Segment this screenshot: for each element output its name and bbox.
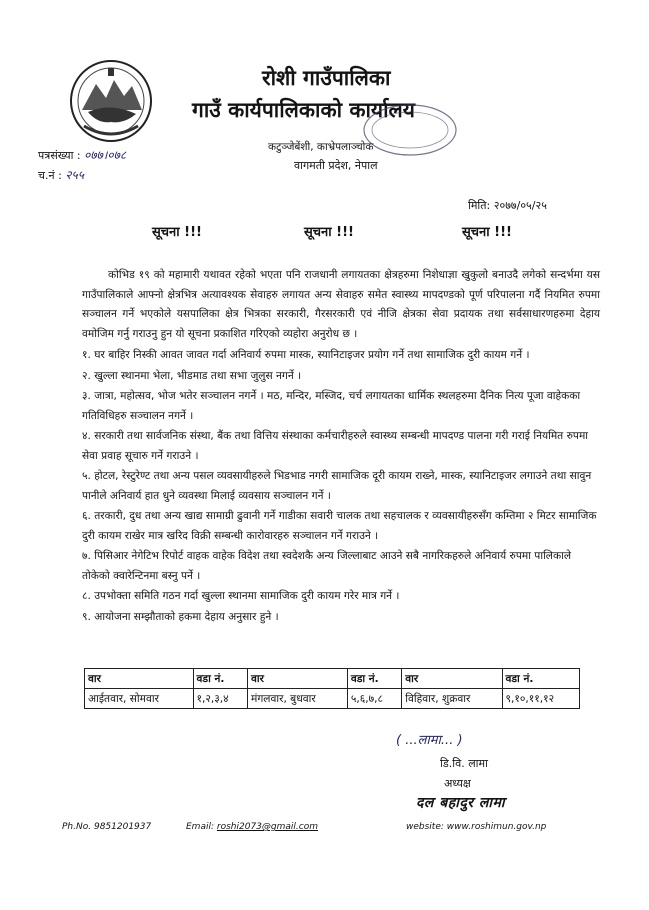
phone-label: Ph.No.	[62, 822, 92, 832]
government-emblem-icon	[66, 58, 156, 144]
footer-phone	[62, 822, 151, 832]
list-item: ६. तरकारी, दुध तथा अन्य खाद्य सामाग्री ढुवानी गर्ने गाडीका सवारी चालक तथा सहचालक र व्यवसायीहरुसँग कम्तिमा २ मिटर सामाजिक दुरी कायम राखेर मात्र खरिद विक्री सम्बन्धी कारोवारहरु सञ्चालन गर्ने गराउने ।	[82, 510, 597, 542]
table-cell: विहिवार, शुक्रवार	[402, 689, 502, 709]
list-item: ५. होटल, रेस्टुरेण्ट तथा अन्य पसल व्यवसायीहरुले भिडभाड नगरी सामाजिक दूरी कायम राख्ने, मास्क, स्यानिटाइजर लगाउने तथा सावुन पानीले अनिवार्य हात धुने व्यवस्था मिलाई व्यवसाय सञ्चालन गर्ने ।	[82, 470, 592, 502]
phone-value: 9851201937	[93, 822, 152, 832]
table-cell: ९,१०,११,१२	[502, 689, 580, 709]
table-header: वडा नं.	[347, 669, 401, 689]
office-address: कटुञ्जेबेंशी, काभ्रेपलाञ्चोक	[268, 141, 374, 153]
email-link[interactable]: roshi2073@gmail.com	[216, 822, 318, 832]
chalani-value: २५५	[65, 168, 85, 182]
patra-sankhya	[38, 146, 126, 163]
name-stamp: दल बहादुर लामा	[416, 795, 506, 811]
list-item: ८. उपभोक्ता समिति गठन गर्दा खुल्ला स्थानमा सामाजिक दुरी कायम गरेर मात्र गर्ने ।	[82, 590, 400, 602]
footer-website	[406, 822, 546, 832]
chalani-label: च.नं :	[38, 169, 62, 182]
ward-day-table	[84, 668, 580, 709]
table-header: वार	[248, 669, 348, 689]
email-label: Email:	[186, 822, 215, 832]
notice-heading-right: सूचना !!!	[462, 225, 512, 240]
chalani-number	[38, 166, 84, 183]
table-header: वडा नं.	[193, 669, 247, 689]
list-item: ३. जात्रा, महोत्सव, भोज भतेर सञ्चालन नगर्ने । मठ, मन्दिर, मस्जिद, चर्च लगायतका धार्मिक स्थलहरुमा दैनिक नित्य पूजा वाहेकका गतिविधिहरु सञ्चालन नगर्ने ।	[82, 390, 581, 422]
table-cell: १,२,३,४	[193, 689, 247, 709]
office-province: वागमती प्रदेश, नेपाल	[294, 159, 378, 172]
table-header: वार	[85, 669, 194, 689]
list-item: २. खुल्ला स्थानमा भेला, भीडमाड तथा सभा जुलुस नगर्ने ।	[82, 369, 302, 382]
signatory-role: अध्यक्ष	[444, 777, 471, 790]
patra-value: ०७७।०७८	[84, 148, 127, 162]
table-cell: ५,६,७,८	[347, 689, 401, 709]
list-item: ९. आयोजना सम्झौताको हकमा देहाय अनुसार हुने ।	[82, 610, 279, 623]
list-item: ४. सरकारी तथा सार्वजनिक संस्था, बैंक तथा वित्तिय संस्थाका कर्मचारीहरुले स्वास्थ्य सम्बन्धी मापदण्ड पालना गरी गराई नियमित रुपमा सेवा प्रवाह सूचारु गर्ने गराउने ।	[82, 430, 589, 462]
notice-heading-left: सूचना !!!	[152, 225, 202, 240]
website-label: website:	[406, 822, 444, 832]
table-header: वार	[402, 669, 502, 689]
notice-date: मिति: २०७७/०५/२५	[468, 199, 547, 212]
notice-body	[82, 266, 600, 628]
website-link[interactable]: www.roshimun.gov.np	[446, 822, 547, 832]
table-header-row	[85, 669, 580, 689]
table-row	[85, 689, 580, 709]
footer-email	[186, 822, 318, 832]
patra-label: पत्रसंख्या :	[38, 149, 81, 162]
list-item: १. घर बाहिर निस्की आवत जावत गर्दा अनिवार्य रुपमा मास्क, स्यानिटाइजर प्रयोग गर्ने तथा सामाजिक दुरी कायम गर्ने ।	[82, 349, 530, 361]
intro-paragraph: कोभिड १९ को महामारी यथावत रहेको भएता पनि राजधानी लगायतका क्षेत्रहरुमा निशेधाज्ञा खुकुलो बनाउदै लगेको सन्दर्भमा यस गाउँपालिकाले आफ्नो क्षेत्रभित्र अत्यावश्यक सेवाहरु लगायत अन्य सेवाहरु समेत स्वास्थ्य मापदण्डको पूर्ण परिपालना गर्दै नियमित रुपमा सञ्चालन गर्ने भएकोले यसपालिका क्षेत्र भित्रका सरकारी, गैरसरकारी एवं नीजि क्षेत्रका सेवा प्रदायक तथा सर्वसाधारणहरुमा देहाय वमोजिम गर्नु गराउनु हुन यो सूचना प्रकाशित गरिएको व्यहोरा अनुरोध छ ।	[82, 269, 600, 340]
signatory-name: डि.वि. लामा	[440, 757, 488, 770]
office-title-line2: गाउँ कार्यपालिकाको कार्यालय	[192, 98, 415, 122]
list-item: ७. पिसिआर नेगेटिभ रिपोर्ट वाहक वाहेक विदेश तथा स्वदेशकै अन्य जिल्लाबाट आउने सबै नागरिकहरुले अनिवार्य रुपमा पालिकाले तोकेको क्वारेन्टिनमा बस्नु पर्ने ।	[82, 550, 572, 582]
notice-heading-center: सूचना !!!	[304, 225, 354, 240]
office-stamp-icon	[360, 102, 460, 158]
table-cell: मंगलवार, बुधवार	[248, 689, 348, 709]
office-title-line1: रोशी गाउँपालिका	[262, 66, 391, 90]
table-cell: आईतवार, सोमवार	[85, 689, 194, 709]
table-header: वडा नं.	[502, 669, 580, 689]
handwritten-signature: ( ...लामा... )	[396, 733, 463, 748]
